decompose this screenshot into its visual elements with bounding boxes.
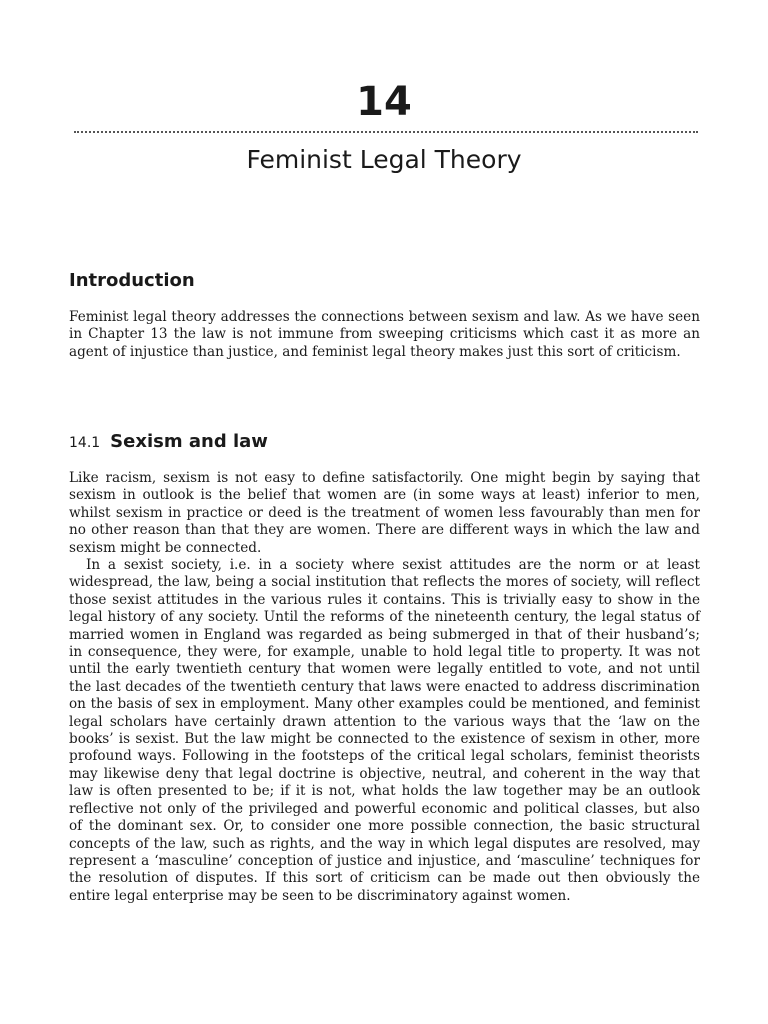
section-paragraph-1: Like racism, sexism is not easy to define satisfactorily. One might begin by saying that sexism in outlook is the belief that women are (in some ways at least) inferior to men, whilst sexism in practice or deed is the treatment of women less favourably than men for no other reason than that they are women. There are different ways in which the law and sexism might be connected. <box>69 470 700 556</box>
section-title: Sexism and law <box>110 431 268 452</box>
chapter-number: 14 <box>356 79 412 125</box>
section-number: 14.1 <box>69 435 101 451</box>
section-paragraph-2: In a sexist society, i.e. in a society where sexist attitudes are the norm or at least widespread, the law, being a social institution that reflects the mores of society, will reflect those sexist attitudes in the various rules it contains. This is trivially easy to show in the legal history of any society. Until the reforms of the nineteenth century, the legal status of married women in England was regarded as being submerged in that of their husband’s; in consequence, they were, for example, unable to hold legal title to property. It was not until the early twentieth century that women were legally entitled to vote, and not until the last decades of the twentieth century that laws were enacted to address discrimination on the basis of sex in employment. Many other examples could be mentioned, and feminist legal scholars have certainly drawn attention to the various ways that the ‘law on the books’ is sexist. But the law might be connected to the existence of sexism in other, more profound ways. Following in the footsteps of the critical legal scholars, feminist theorists may likewise deny that legal doctrine is objective, neutral, and coherent in the way that law is often presented to be; if it is not, what holds the law together may be an outlook reflective not only of the privileged and powerful economic and political classes, but also of the dominant sex. Or, to consider one more possible connection, the basic structural concepts of the law, such as rights, and the way in which legal disputes are resolved, may represent a ‘masculine’ conception of justice and injustice, and ‘masculine’ techniques for the resolution of disputes. If this sort of criticism can be made out then obviously the entire legal enterprise may be seen to be discriminatory against women. <box>69 557 700 904</box>
introduction-heading: Introduction <box>69 270 195 291</box>
section-heading <box>69 430 268 455</box>
chapter-divider <box>74 131 698 133</box>
introduction-paragraph: Feminist legal theory addresses the connections between sexism and law. As we have seen in Chapter 13 the law is not immune from sweeping criticisms which cast it as more an agent of injustice than justice, and feminist legal theory makes just this sort of criticism. <box>69 309 700 360</box>
chapter-title: Feminist Legal Theory <box>246 145 522 174</box>
